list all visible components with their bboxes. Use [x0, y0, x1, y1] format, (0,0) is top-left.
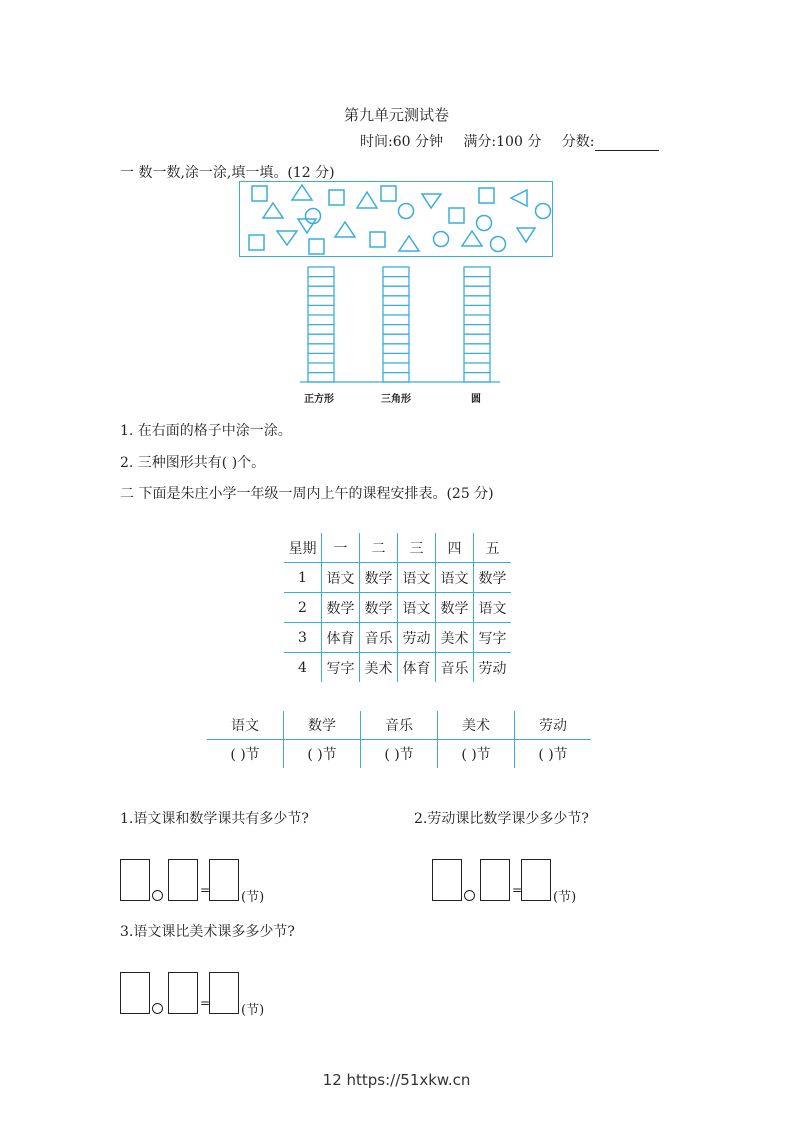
triangle-shape — [511, 190, 527, 206]
ladder-circle — [464, 267, 490, 382]
count-header-row — [207, 711, 591, 740]
equals-sign: = — [200, 883, 211, 897]
square-shape — [381, 186, 396, 201]
triangle-shape — [277, 231, 297, 245]
subject-cell: 数学 — [474, 563, 512, 593]
ladder-grids[interactable] — [300, 265, 500, 385]
subject-cell: 数学 — [360, 563, 398, 593]
subject-cell: 音乐 — [436, 653, 474, 683]
triangle-shape — [399, 236, 419, 251]
triangle-shape — [263, 203, 283, 218]
question-2-3: 3.语文课比美术课多多少节? — [120, 924, 295, 940]
full-score: 满分:100 分 — [463, 134, 542, 150]
schedule-header-cell: 三 — [398, 533, 436, 563]
time-limit: 时间:60 分钟 — [360, 134, 443, 150]
schedule-header-cell: 五 — [474, 533, 512, 563]
circle-shape — [306, 209, 321, 224]
subject-cell: 美术 — [436, 623, 474, 653]
subject-cell: 数学 — [322, 593, 360, 623]
schedule-header-cell: 四 — [436, 533, 474, 563]
ladder-square — [308, 267, 334, 382]
subject-cell: 体育 — [398, 653, 436, 683]
score-label: 分数: — [561, 134, 595, 150]
ladder-triangle — [383, 267, 409, 382]
unit-label: (节) — [241, 1003, 265, 1018]
square-shape — [449, 208, 464, 223]
triangle-shape — [335, 222, 355, 237]
period-cell: 3 — [284, 623, 322, 653]
section1-heading: 一 数一数,涂一涂,填一填。(12 分) — [120, 165, 335, 181]
square-shape — [309, 239, 324, 254]
label-square: 正方形 — [304, 394, 334, 405]
subject-cell: 劳动 — [398, 623, 436, 653]
subject-cell: 写字 — [322, 653, 360, 683]
shapes-panel — [239, 181, 553, 257]
answer-box[interactable] — [209, 859, 239, 901]
subject-cell: 写字 — [474, 623, 512, 653]
triangle-shape — [462, 231, 482, 246]
answer-box[interactable] — [209, 972, 239, 1014]
schedule-table — [284, 533, 511, 682]
triangle-shape — [292, 185, 312, 200]
page-title: 第九单元测试卷 — [343, 106, 449, 124]
schedule-row — [284, 563, 511, 593]
schedule-row — [284, 653, 511, 683]
question-2-1: 1.语文课和数学课共有多少节? — [120, 811, 309, 827]
subject-cell: 劳动 — [478, 660, 507, 677]
unit-label: (节) — [241, 890, 265, 905]
period-cell: 2 — [284, 593, 322, 623]
count-blank[interactable]: ( )节 — [230, 747, 260, 763]
subject-cell: 美术 — [360, 653, 398, 683]
subject-cell: 数学 — [436, 593, 474, 623]
count-subject: 数学 — [284, 711, 361, 740]
question-2-2: 2.劳动课比数学课少多少节? — [414, 811, 589, 827]
period-cell: 4 — [284, 653, 322, 683]
schedule-header-row — [284, 533, 511, 563]
count-subject: 语文 — [207, 711, 284, 740]
schedule-row — [284, 593, 511, 623]
label-triangle: 三角形 — [381, 394, 411, 405]
triangle-shape — [517, 228, 535, 242]
count-blank[interactable]: ( )节 — [284, 740, 361, 769]
subject-cell: 语文 — [436, 563, 474, 593]
circle-shape — [434, 232, 449, 247]
count-subject: 劳动 — [515, 711, 592, 740]
circle-shape — [536, 204, 551, 219]
operator-circle[interactable] — [152, 890, 163, 901]
square-shape — [252, 186, 267, 201]
answer-box[interactable] — [120, 972, 150, 1014]
equals-sign: = — [200, 996, 211, 1010]
count-subject: 音乐 — [361, 711, 438, 740]
schedule-header-cell: 二 — [360, 533, 398, 563]
subject-cell: 体育 — [322, 623, 360, 653]
answer-box[interactable] — [168, 859, 198, 901]
equation-1 — [120, 859, 280, 903]
count-subject: 美术 — [438, 711, 515, 740]
circle-shape — [491, 237, 506, 252]
triangle-shape — [422, 194, 441, 208]
count-blank-row — [207, 740, 591, 769]
section2-heading: 二 下面是朱庄小学一年级一周内上午的课程安排表。(25 分) — [120, 486, 494, 502]
equation-3 — [120, 972, 280, 1016]
count-table — [207, 711, 591, 768]
equals-sign: = — [512, 883, 523, 897]
subject-cell: 语文 — [398, 563, 436, 593]
square-shape — [249, 235, 264, 250]
period-cell: 1 — [284, 563, 322, 593]
count-blank[interactable]: ( )节 — [361, 740, 438, 769]
circle-shape — [477, 216, 492, 231]
operator-circle[interactable] — [464, 890, 475, 901]
subject-cell: 音乐 — [360, 623, 398, 653]
schedule-row — [284, 623, 511, 653]
subject-cell: 语文 — [474, 593, 512, 623]
answer-box[interactable] — [521, 859, 551, 901]
count-blank[interactable]: ( )节 — [438, 740, 515, 769]
triangle-shape — [357, 192, 377, 208]
schedule-header-cell: 一 — [322, 533, 360, 563]
subject-cell: 语文 — [322, 563, 360, 593]
answer-box[interactable] — [480, 859, 510, 901]
label-circle: 圆 — [471, 394, 481, 405]
count-blank[interactable]: ( )节 — [515, 740, 592, 769]
square-shape — [479, 188, 494, 203]
circle-shape — [399, 204, 414, 219]
page-footer: 12 https://51xkw.cn — [322, 1071, 471, 1089]
question-1-1: 1. 在右面的格子中涂一涂。 — [120, 423, 292, 439]
square-shape — [370, 232, 385, 247]
score-blank[interactable] — [595, 136, 659, 151]
shapes-figure — [239, 181, 553, 257]
square-shape — [329, 190, 344, 205]
answer-box[interactable] — [432, 859, 462, 901]
subject-cell: 数学 — [360, 593, 398, 623]
operator-circle[interactable] — [152, 1003, 163, 1014]
schedule-header-cell: 星期 — [284, 533, 322, 563]
unit-label: (节) — [553, 890, 577, 905]
exam-meta — [360, 131, 675, 151]
question-1-2: 2. 三种图形共有( )个。 — [120, 455, 266, 471]
bar-grid — [300, 265, 500, 385]
answer-box[interactable] — [120, 859, 150, 901]
equation-2 — [432, 859, 592, 903]
subject-cell: 语文 — [398, 593, 436, 623]
answer-box[interactable] — [168, 972, 198, 1014]
